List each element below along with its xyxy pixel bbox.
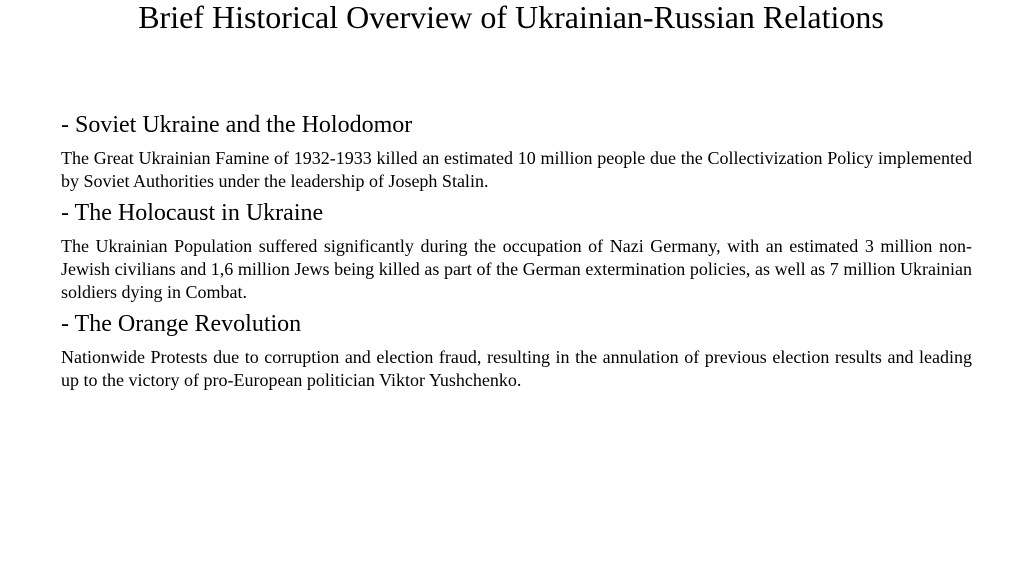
- section-heading: - The Orange Revolution: [61, 311, 302, 337]
- section-orange-revolution: [61, 308, 972, 392]
- section-body: Nationwide Protests due to corruption and election fraud, resulting in the annulation of previous election results and leading up to the victory of pro-European politician Viktor Yushchenko.: [61, 347, 972, 390]
- section-heading: - The Holocaust in Ukraine: [61, 200, 324, 226]
- section-body: The Great Ukrainian Famine of 1932-1933 killed an estimated 10 million people due the Collectivization Policy implemented by Soviet Authorities under the leadership of Joseph Stalin.: [61, 148, 972, 191]
- section-holocaust: [61, 197, 972, 304]
- section-body: The Ukrainian Population suffered significantly during the occupation of Nazi Germany, with an estimated 3 million non-Jewish civilians and 1,6 million Jews being killed as part of the German extermination policies, as well as 7 million Ukrainian soldiers dying in Combat.: [61, 236, 972, 302]
- slide-title: Brief Historical Overview of Ukrainian-Russian Relations: [138, 0, 884, 35]
- section-heading: - Soviet Ukraine and the Holodomor: [61, 112, 413, 138]
- section-holodomor: [61, 109, 972, 193]
- slide-content: [61, 109, 972, 396]
